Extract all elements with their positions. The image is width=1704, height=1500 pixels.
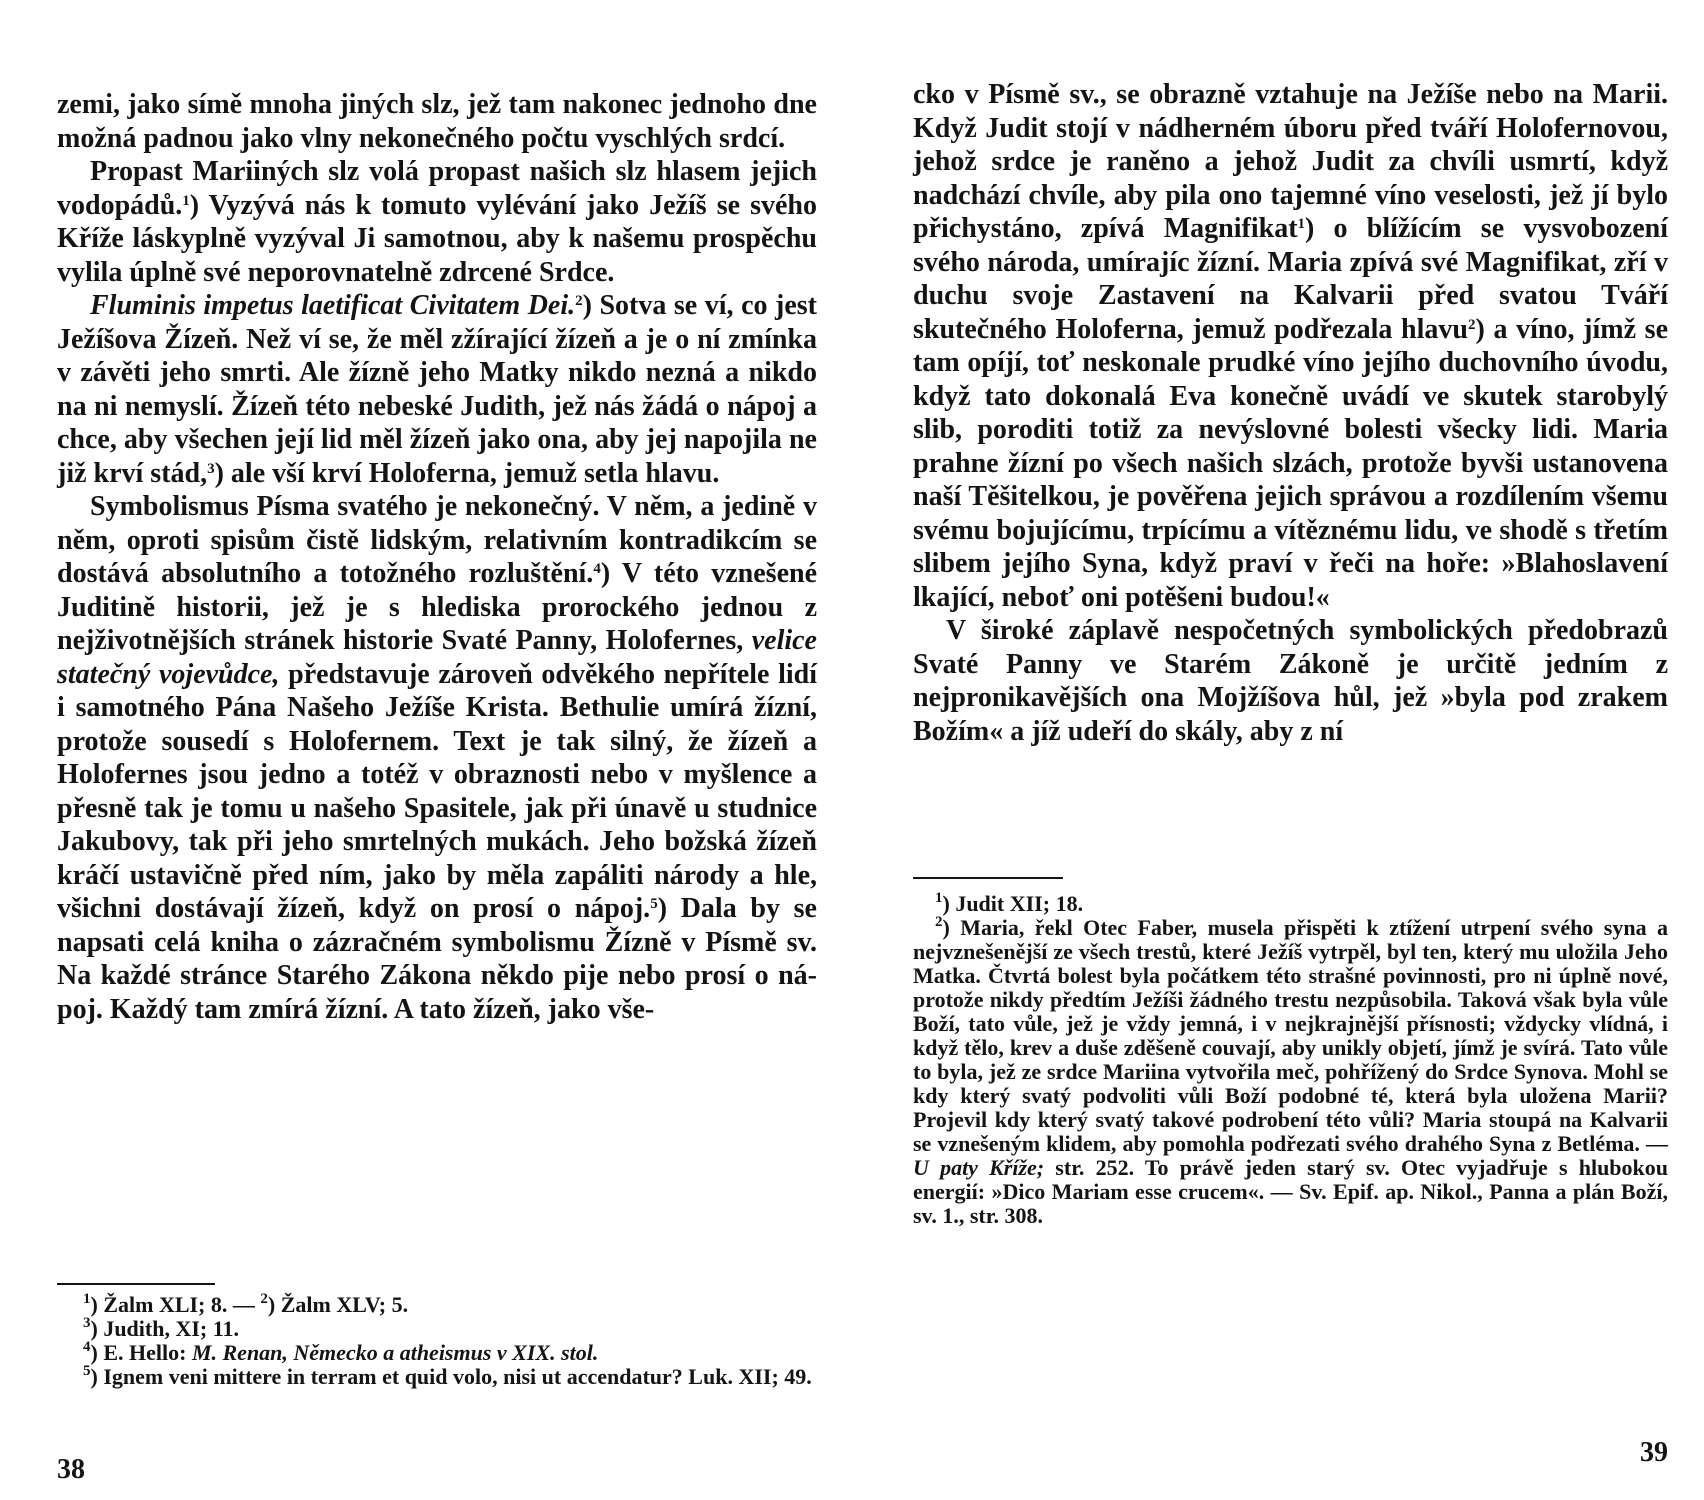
left-page-footnotes	[57, 1293, 817, 1389]
text-run: ) Žalm XLV; 5.	[267, 1292, 409, 1317]
text-run: ) o blížícím se vysvobození svého národa, umírajíc žízní. Maria zpívá své Magnifikat, zří v duchu svoje Zastavení na Kalvarii před svatou Tváří skutečného Holoferna, jemuž podřezala hlavu	[913, 213, 1668, 345]
text-run: ) Maria, řekl Otec Faber, musela přispěti k ztížení utrpení svého syna a nejvznešenější ze všech trestů, které Ježíš vytrpěl, byl ten, který mu uložila Jeho Matka. Čtvrtá bolest byla počátkem této strašné povinnosti, pro ni úplně nové, protože nikdy předtím Ježíši žádného trestu nezpůsobila. Taková však byla vůle Boží, tato vůle, jež je vždy jemná, i v nejkrajnější přísnosti; vždycky vlídná, i když tělo, krev a duše zděšeně couvají, aby unikly objetí, jímž je svírá. Tato vůle to byla, jež ze srdce Mariina vytvořila meč, pohřížený do Srdce Synova. Mohl se kdy který svatý podvoliti vůli Boží podobné té, která byla uložena Marii? Projevil kdy který svatý takové podrobení této vůli? Maria stoupá na Kalvarii se vznešeným klidem, aby pomohla podřezati svého drahého Syna z Betléma. —	[913, 915, 1668, 1156]
footnote	[83, 1341, 817, 1365]
paragraph	[57, 289, 817, 490]
footnote-marker: 1	[83, 1291, 91, 1307]
text-run: Propast Mariiných slz volá propast našich slz hlasem jejich vodopádů.	[57, 156, 817, 221]
footnote-marker: 2	[1467, 316, 1476, 333]
text-run: V široké záplavě nespočetných symbolických předobrazů Svaté Panny ve Starém Zákoně je určitě jedním z nejpronikavějších ona Mojžíšova hůl, jež »byla pod zrakem Božím« a jíž udeří do skály, aby z ní	[913, 615, 1668, 747]
italic-text: U paty Kříže;	[913, 1155, 1045, 1180]
footnote	[913, 916, 1668, 1228]
footnote-marker: 4	[593, 561, 601, 577]
text-run: zemi, jako símě mnoha jiných slz, jež tam nakonec jednoho dne možná padnou jako vlny nekonečného počtu vyschlých srdcí.	[57, 89, 817, 154]
footnote	[913, 892, 1668, 916]
text-run: str. 252. To právě jeden starý sv. Otec vyjadřuje s hlubokou energií: »Dico Mariam esse crucem«. — Sv. Epif. ap. Nikol., Panna a plán Boží, sv. 1., str. 308.	[913, 1155, 1669, 1228]
text-run: ) a víno, jímž se tam opíjí, toť neskonale prudké víno jejího duchovního úvodu, když tato dokonalá Eva konečně uvádí ve skutek starobylý slib, poroditi totiž za nevýslovné bolesti všecky lidi. Maria prahne žízní po všech našich slzách, protože byvši ustanovena naší Těšitelkou, je pověřena jejich správou a rozdílením všemu svému bojujícímu, trpícímu a vítěznému lidu, ve shodě s třetím slibem jejího Syna, když praví v řeči na hoře: »Blahoslavení lkající, neboť oni potěšeni budou!«	[913, 313, 1669, 613]
paragraph	[57, 88, 817, 155]
text-run: představuje zároveň odvěkého nepřítele lidí i samotného Pána Našeho Ježíše Krista. Bethulie umírá žízní, protože sousedí s Holofernem. Text je tak silný, že žízeň a Holofernes jsou jedno a totéž v obraznosti nebo v myšlence a přesně tak je tomu u našeho Spasitele, jak při únavě u studnice Jakubovy, tak při jeho smrtelných mukách. Jeho božská žízeň kráčí ustavičně před ním, jako by měla zapáliti národy a hle, všichni dostávají žízeň, když on prosí o nápoj.	[57, 658, 817, 924]
footnote-marker: 1	[182, 192, 190, 209]
paragraph	[57, 155, 817, 289]
italic-text: velice statečný vojevůdce,	[57, 625, 817, 690]
italic-text: M. Renan, Německo a atheismus v XIX. stol.	[191, 1340, 599, 1365]
text-run: ) Dala by se napsati celá kniha o zázračném symbolismu Žízně v Písmě sv. Na každé stránce Starého Zákona někdo pije nebo prosí o nápoj. Každý tam zmírá žízní. A tato žízeň, jako vše-	[57, 893, 817, 1025]
footnote-marker: 4	[83, 1339, 91, 1355]
text-run: ) Ignem veni mittere in terram et quid volo, nisi ut accendatur? Luk. XII; 49.	[90, 1364, 812, 1389]
paragraph	[913, 614, 1668, 748]
footnote-marker: 1	[935, 890, 943, 906]
footnote-marker: 2	[935, 914, 943, 930]
text-run: cko v Písmě sv., se obrazně vztahuje na Ježíše nebo na Marii. Když Judit stojí v nádherném úboru před tváří Holofernovou, jehož srdce je raněno a jehož Judit za chvíli usmrtí, když nadchází chvíle, aby pila ono tajemné víno veselosti, jež jí bylo přichystáno, zpívá Magnifikat	[913, 79, 1668, 244]
footnote-marker: 1	[1297, 216, 1306, 232]
footnote-marker: 3	[83, 1315, 91, 1331]
footnote	[83, 1317, 817, 1341]
footnote-marker: 5	[83, 1363, 91, 1379]
text-run: ) V této vznešené Juditině historii, jež je s hlediska prorockého jednou z nejživotnějších stránek historie Svaté Panny, Holofernes,	[57, 558, 817, 656]
italic-text: Fluminis impetus laetificat Civitatem Dei.	[90, 290, 576, 321]
text-run: ) E. Hello:	[90, 1340, 192, 1365]
footnote-marker: 5	[650, 896, 658, 912]
text-run: ) Judit XII; 18.	[942, 891, 1084, 916]
footnote-divider	[57, 1283, 215, 1285]
footnote	[83, 1365, 817, 1389]
footnote-marker: 2	[575, 293, 583, 309]
page-number-right: 39	[1640, 1437, 1668, 1468]
footnote-marker: 2	[260, 1291, 268, 1307]
footnote-marker: 3	[207, 460, 215, 477]
left-page-body	[57, 88, 817, 1026]
right-page-footnotes	[913, 892, 1668, 1228]
right-page-body	[913, 78, 1668, 748]
footnote	[83, 1293, 817, 1317]
text-run: ) ale vší krví Holoferna, jemuž setla hlavu.	[214, 457, 720, 489]
text-run: Symbolismus Písma svatého je nekonečný. V něm, a jedině v něm, oproti spisům čistě lidským, relativním kontradikcím se dostává absolutního a totožného rozluštění.	[57, 491, 817, 589]
footnote-divider	[913, 877, 1063, 879]
text-run: ) Sotva se ví, co jest Ježíšova Žízeň. Než ví se, že měl zžírající žízeň a je o ní zmínka v závěti jeho smrti. Ale žízně jeho Matky nikdo nezná a nikdo na ni nemyslí. Žízeň této nebeské Judith, jež nás žádá o nápoj a chce, aby všechen její lid měl žízeň jako ona, aby jej napojila ne již krví stád,	[57, 290, 817, 489]
paragraph	[57, 490, 817, 1026]
page-number-left: 38	[57, 1454, 85, 1485]
paragraph	[913, 78, 1668, 614]
text-run: ) Žalm XLI; 8. —	[90, 1292, 261, 1317]
text-run: ) Vyzývá nás k tomuto vylévání jako Ježíš se svého Kříže láskyplně vyzýval Ji samotnou, aby k našemu prospěchu vylila úplně své neporovnatelně zdrcené Srdce.	[57, 189, 817, 288]
text-run: ) Judith, XI; 11.	[90, 1316, 240, 1341]
